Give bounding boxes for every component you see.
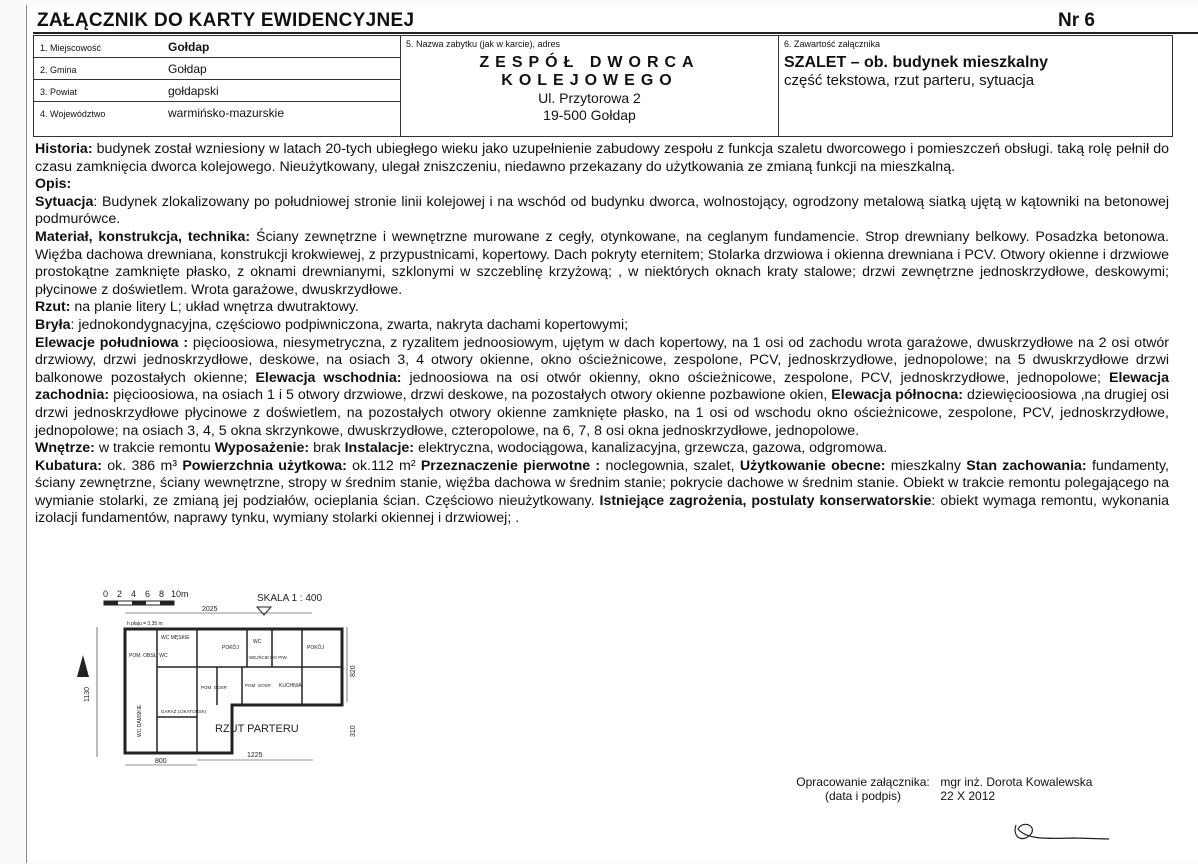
room-wejscie: WEJŚCIE DO PIW. bbox=[249, 655, 288, 660]
header-bar bbox=[33, 8, 1198, 34]
room-pom-gosp-2: POM. GOSP. bbox=[245, 683, 272, 688]
room-kuchnia: KUCHNIA bbox=[279, 683, 302, 689]
monument-name-line1: ZESPÓŁ DWORCA bbox=[479, 54, 700, 71]
room-pom-obsl: POM. OBSŁ. WC bbox=[129, 653, 168, 659]
dim-bottom-left: 800 bbox=[155, 758, 167, 765]
description-text: Historia: budynek został wzniesiony w latach 20-tych ubiegłego wieku jako uzupełnienie zabudowy zespołu z funkcja szaletu dworcowego i pomieszczeń obsługi. taką rolę pełnił do czasu zamknięcia dworca kolejowego. Nieużytkowany, ulegał zniszczeniu, niedawno przekazany do użytkowania ze zmianą funkcji na mieszkalną. Opis: Sytuacja: Budynek zlokalizowany po południowej stronie linii kolejowej i na wschód od budynku dworca, wolnostojący, ogrodzony metalową siatką ujętą w kątowniki na betonowej podmurówce. Materiał, konstrukcja, technika: Ściany zewnętrzne i wewnętrzne murowane z cegły, otynkowane, na ceglanym fundamencie. Strop drewniany belkowy. Posadzka betonowa. Więźba dachowa drewniana, konstrukcji krokwiewej, z przypustnicami, kopertowy. Dach pokryty eternitem; Stolarka drzwiowa i okienna drewniana i PCV. Otwory okienne i drzwiowe prostokątne zamknięte płasko, z oknami drewnianymi, szklonymi w szczeblinę krzyżową; , w niektórych oknach kraty stalowe; drzwi zewnętrzne jednoskrzydłowe, deskowymi; płycinowe z doświetlem. Wrota garażowe, dwuskrzydłowe. Rzut: na planie litery L; układ wnętrza dwutraktowy. Bryła: jednokondygnacyjna, częściowo podpiwniczona, zwarta, nakryta dachami kopertowymi; Elewacje południowa : pięcioosiowa, niesymetryczna, z ryzalitem jednoosiowym, ujętym w dach kopertowy, na 1 osi od zachodu wrota garażowe, dwuskrzydłowe na 2 osi otwór drzwiowy, drzwi jednoskrzydłowe, deskowe, na osiach 3, 4 otwory okienne, okno ościeżnicowe, zespolone, PCV, jednoskrzydłowe, jednopolowe; na 5 dwuskrzydłowe drzwi balkonowe pozostałych okienne; Elewacja wschodnia: jednoosiowa na osi otwór okienny, okno ościeżnicowe, zespolone, PCV, jednoskrzydłowe, jednopolowe; Elewacja zachodnia: pięcioosiowa, na osiach 1 i 5 otwory drzwiowe, drzwi deskowe, na pozostałych otwory okienne pozbawione okien, Elewacja północna: dziewięcioosiowa ,na drugiej osi drzwi jednoskrzydłowe płycinowe z doświetlem, na pozostałych otwory okienne zamknięte płasko, na 1 osi od wschodu okno ościeżnicowe, zespolone, PCV, jednoskrzydłowe, jednopolowe; na osiach 3, 4, 5 okna skrzynkowe, dwuskrzydłowe, czteropolowe, na 6, 7, 8 osi okna jednoskrzydłowe, jednopolowe. Wnętrze: w trakcie remontu Wyposażenie: brak Instalacje: elektryczna, wodociągowa, kanalizacyjna, grzewcza, gazowa, odgromowa. Kubatura: ok. 386 m³ Powierzchnia użytkowa: ok.112 m² Przeznaczenie pierwotne : noclegownia, szalet, Użytkowanie obecne: mieszkalny Stan zachowania: fundamenty, ściany zewnętrzne, ściany wewnętrzne, stropy w średnim stanie, więźba dachowa w średnim stanie; pokrycie dachowe w średnim stanie. Obiekt w trakcie remontu polegającego na wymianie stolarki, ze zmianą jej podziałów, ocieplania ścian. Częściowo nieużytkowany. Istniejące zagrożenia, postulaty konserwatorskie: obiekt wymaga remontu, wykonania izolacji fundamentów, naprawy tynku, wymiany stolarki okiennej i drzwiowej; . bbox=[35, 141, 1170, 527]
location-cell bbox=[34, 36, 401, 137]
plan-caption: RZUT PARTERU bbox=[215, 723, 299, 735]
scale-bar bbox=[103, 589, 189, 605]
dim-left: 1130 bbox=[84, 686, 91, 702]
prepared-label: Opracowanie załącznika: bbox=[796, 775, 930, 789]
svg-text:6: 6 bbox=[145, 589, 151, 599]
header-table bbox=[33, 35, 1173, 137]
north-arrow-icon bbox=[257, 607, 271, 615]
svg-text:8: 8 bbox=[159, 589, 165, 599]
svg-text:2: 2 bbox=[117, 589, 123, 599]
scale-label: SKALA 1 : 400 bbox=[257, 593, 323, 604]
location-row-town: 1. Miejscowość Gołdap bbox=[34, 36, 400, 58]
monument-name-line2: KOLEJOWEGO bbox=[501, 72, 678, 89]
height-note: h płaju = 3,35 m bbox=[127, 621, 163, 627]
location-row-county: 3. Powiat gołdapski bbox=[34, 80, 400, 102]
document-title: ZAŁĄCZNIK DO KARTY EWIDENCYJNEJ bbox=[37, 10, 415, 31]
dim-bottom: 1225 bbox=[247, 752, 263, 759]
room-wc-damskie: WC DAMSKIE bbox=[137, 704, 143, 737]
attachment-sheet bbox=[26, 5, 1198, 863]
dim-right-bottom: 310 bbox=[350, 725, 357, 737]
location-row-voivodeship: 4. Województwo warmińsko-mazurskie bbox=[40, 106, 285, 120]
monument-postal: 19-500 Gołdap bbox=[543, 107, 636, 123]
location-row-commune: 2. Gmina Gołdap bbox=[34, 58, 400, 80]
svg-text:4: 4 bbox=[131, 589, 137, 599]
monument-cell bbox=[401, 36, 779, 137]
room-wc: WC bbox=[253, 639, 262, 645]
monument-street: Ul. Przytorowa 2 bbox=[538, 90, 641, 106]
date-label: (data i podpis) bbox=[824, 789, 902, 803]
monument-caption: 5. Nazwa zabytku (jak w karcie), adres bbox=[406, 39, 561, 49]
room-garaz: GARAŻ LOKATORSKI bbox=[161, 709, 207, 714]
dim-right-top: 820 bbox=[350, 665, 357, 677]
room-pokoj-2: POKÓJ bbox=[307, 645, 324, 651]
dim-top: 2025 bbox=[202, 606, 218, 613]
svg-text:10m: 10m bbox=[171, 589, 189, 599]
signature-scribble bbox=[1004, 805, 1124, 850]
room-pom-gosp-1: POM. GOSP. bbox=[201, 685, 228, 690]
author-name: mgr inż. Dorota Kowalewska bbox=[940, 775, 1093, 789]
contents-title: SZALET – ob. budynek mieszkalny bbox=[784, 54, 1049, 71]
document-number: Nr 6 bbox=[1058, 10, 1095, 31]
room-pokoj-1: POKÓJ bbox=[222, 645, 239, 651]
svg-text:0: 0 bbox=[103, 589, 109, 599]
contents-caption: 6. Zawartość załącznika bbox=[784, 39, 881, 49]
contents-cell bbox=[779, 36, 1173, 137]
signature-block bbox=[789, 775, 1092, 803]
floor-plan bbox=[57, 587, 377, 777]
north-marker-icon bbox=[77, 655, 89, 677]
contents-subtitle: część tekstowa, rzut parteru, sytuacja bbox=[784, 72, 1035, 89]
room-wc-meskie: WC MĘSKIE bbox=[161, 635, 190, 641]
signature-date: 22 X 2012 bbox=[940, 789, 996, 803]
